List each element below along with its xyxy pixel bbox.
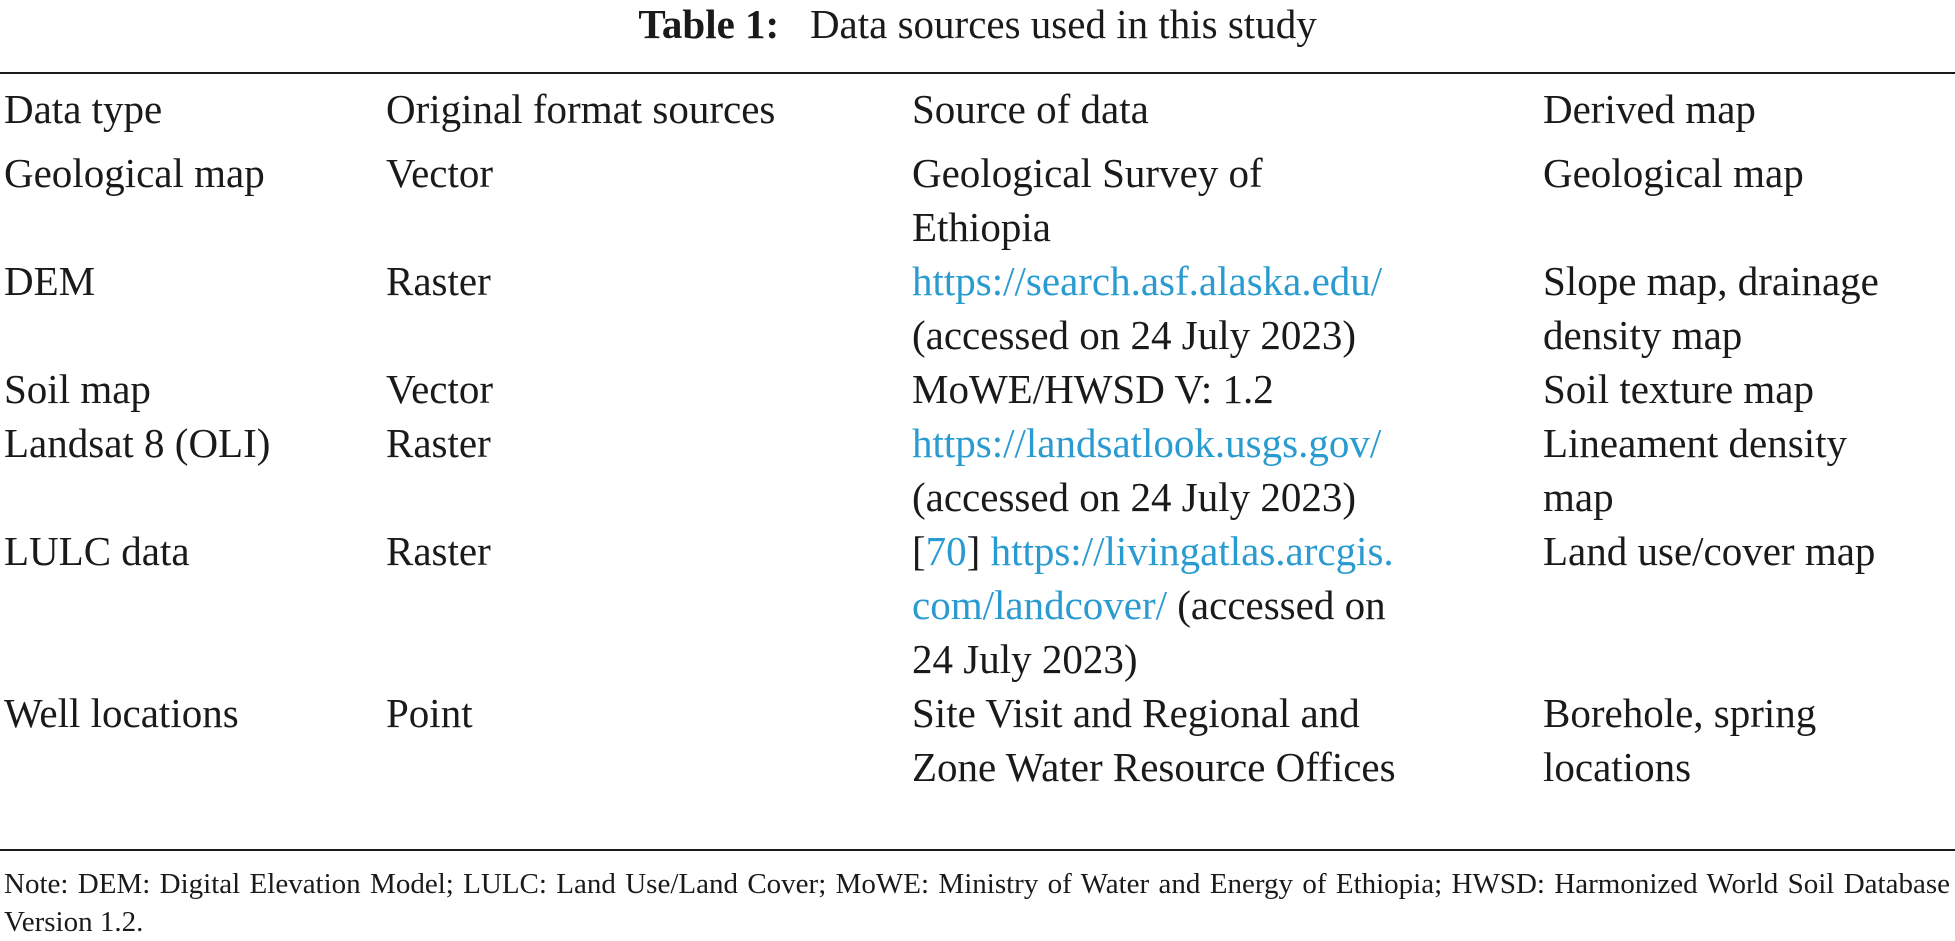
cell-source bbox=[908, 362, 1539, 416]
cell-derived-map bbox=[1539, 686, 1955, 794]
source-line bbox=[912, 254, 1539, 308]
cell-source bbox=[908, 146, 1539, 254]
data-sources-table bbox=[0, 80, 1955, 794]
source-line bbox=[912, 740, 1539, 794]
cell-format: Vector bbox=[386, 366, 494, 412]
cell-format: Point bbox=[386, 690, 473, 736]
cell-source bbox=[908, 686, 1539, 794]
derived-line: Soil texture map bbox=[1543, 366, 1815, 412]
table-caption-text: Data sources used in this study bbox=[809, 1, 1317, 47]
source-text: Geological Survey of bbox=[912, 150, 1263, 196]
table-row bbox=[0, 416, 1955, 524]
table-caption-gap bbox=[789, 1, 799, 47]
cell-data-type: DEM bbox=[4, 258, 96, 304]
source-text: Zone Water Resource Offices bbox=[912, 744, 1396, 790]
column-header-source: Source of data bbox=[912, 86, 1149, 132]
cell-derived-map bbox=[1539, 416, 1955, 524]
source-line bbox=[912, 146, 1539, 200]
cell-format: Raster bbox=[386, 420, 491, 466]
cell-derived-map bbox=[1539, 146, 1955, 254]
derived-line: Land use/cover map bbox=[1543, 528, 1876, 574]
source-text: (accessed on 24 July 2023) bbox=[912, 312, 1357, 358]
source-text: ] bbox=[966, 528, 991, 574]
derived-line: Lineament density bbox=[1543, 420, 1847, 466]
source-text: [ bbox=[912, 528, 926, 574]
table-header-row bbox=[0, 80, 1955, 146]
cell-source bbox=[908, 254, 1539, 362]
derived-line: Slope map, drainage bbox=[1543, 258, 1879, 304]
table-top-rule bbox=[0, 72, 1955, 74]
table-note: Note: DEM: Digital Elevation Model; LULC: Land Use/Land Cover; MoWE: Ministry of Water and Energy of Ethiopia; HWSD: Harmonized World Soil Database Version 1.2. bbox=[4, 868, 1950, 938]
table-row bbox=[0, 146, 1955, 254]
table-row bbox=[0, 524, 1955, 686]
cell-data-type: Landsat 8 (OLI) bbox=[4, 420, 271, 466]
column-header-data-type: Data type bbox=[4, 86, 163, 132]
source-link[interactable]: https://landsatlook.usgs.gov/ bbox=[912, 420, 1382, 466]
source-text: (accessed on 24 July 2023) bbox=[912, 474, 1357, 520]
source-text: MoWE/HWSD V: 1.2 bbox=[912, 366, 1274, 412]
source-text: 24 July 2023) bbox=[912, 636, 1138, 682]
derived-line: locations bbox=[1543, 744, 1692, 790]
derived-line: Geological map bbox=[1543, 150, 1804, 196]
source-link[interactable]: https://search.asf.alaska.edu/ bbox=[912, 258, 1383, 304]
table-bottom-rule bbox=[0, 849, 1955, 851]
source-line bbox=[912, 308, 1539, 362]
table-row bbox=[0, 686, 1955, 794]
source-line bbox=[912, 632, 1539, 686]
source-link[interactable]: com/landcover/ bbox=[912, 582, 1168, 628]
derived-line: Borehole, spring bbox=[1543, 690, 1817, 736]
table-body bbox=[0, 146, 1955, 794]
cell-data-type: Geological map bbox=[4, 150, 265, 196]
table-caption bbox=[0, 2, 1955, 46]
cell-source bbox=[908, 524, 1539, 686]
cell-data-type: Soil map bbox=[4, 366, 151, 412]
source-link[interactable]: https://livingatlas.arcgis. bbox=[990, 528, 1394, 574]
source-link[interactable]: 70 bbox=[925, 528, 967, 574]
source-text: Site Visit and Regional and bbox=[912, 690, 1360, 736]
table-caption-label: Table 1: bbox=[638, 1, 780, 47]
source-line bbox=[912, 686, 1539, 740]
source-line bbox=[912, 200, 1539, 254]
cell-data-type: LULC data bbox=[4, 528, 190, 574]
cell-source bbox=[908, 416, 1539, 524]
derived-line: map bbox=[1543, 474, 1614, 520]
cell-derived-map bbox=[1539, 362, 1955, 416]
source-line bbox=[912, 524, 1539, 578]
table-row bbox=[0, 362, 1955, 416]
cell-derived-map bbox=[1539, 524, 1955, 686]
source-line bbox=[912, 470, 1539, 524]
column-header-derived-map: Derived map bbox=[1543, 86, 1756, 132]
cell-derived-map bbox=[1539, 254, 1955, 362]
source-text: (accessed on bbox=[1167, 582, 1386, 628]
table-row bbox=[0, 254, 1955, 362]
source-line bbox=[912, 578, 1539, 632]
cell-format: Raster bbox=[386, 258, 491, 304]
cell-format: Raster bbox=[386, 528, 491, 574]
cell-format: Vector bbox=[386, 150, 494, 196]
source-text: Ethiopia bbox=[912, 204, 1051, 250]
derived-line: density map bbox=[1543, 312, 1743, 358]
cell-data-type: Well locations bbox=[4, 690, 239, 736]
source-line bbox=[912, 416, 1539, 470]
source-line bbox=[912, 362, 1539, 416]
column-header-format: Original format sources bbox=[386, 86, 776, 132]
